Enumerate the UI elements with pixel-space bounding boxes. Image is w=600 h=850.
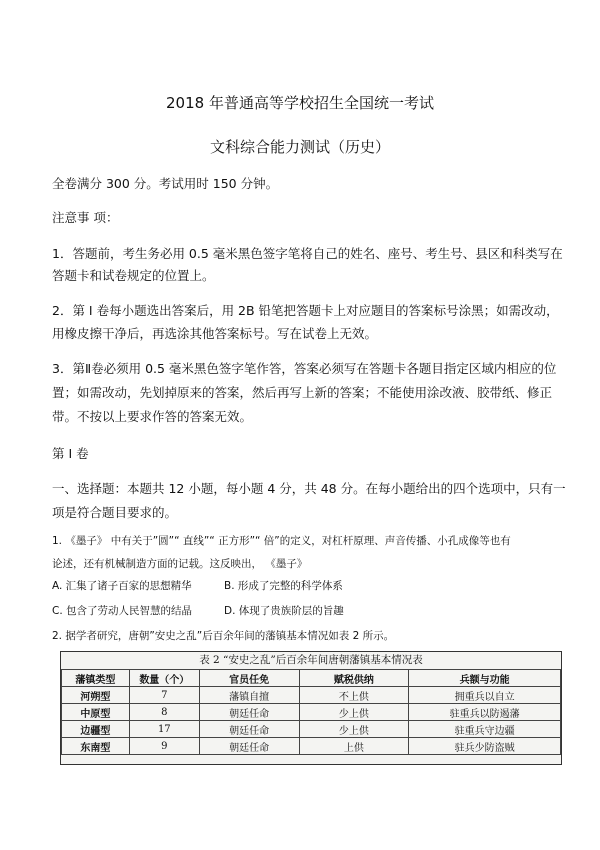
table-cell: 不上供 xyxy=(299,687,409,704)
table-cell: 17 xyxy=(129,721,199,738)
table-cell: 朝廷任命 xyxy=(199,704,299,721)
question-1-option-b: B. 形成了完整的科学体系 xyxy=(224,580,343,592)
table-header-row xyxy=(62,670,561,687)
section-1-line-2: 项是符合题目要求的。 xyxy=(52,505,178,520)
header-cell: 藩镇类型 xyxy=(62,670,130,687)
table-cell: 中原型 xyxy=(62,704,130,721)
table-cell: 7 xyxy=(129,687,199,704)
table-cell: 藩镇自擅 xyxy=(199,687,299,704)
question-1-line-1: 1. 《墨子》 中有关于”圆”“ 直线”“ 正方形”“ 倍”的定义，对杠杆原理、声音传播、小孔成像等也有 xyxy=(52,535,511,547)
note-3-line-2: 置；如需改动，先划掉原来的答案，然后再写上新的答案；不能使用涂改液、胶带纸、修正 xyxy=(52,385,553,400)
table-cell: 8 xyxy=(129,704,199,721)
table-cell: 朝廷任命 xyxy=(199,738,299,755)
table-row xyxy=(62,738,561,755)
table-row xyxy=(62,704,561,721)
table-caption: 表 2 “安史之乱”后百余年间唐朝藩镇基本情况表 xyxy=(199,654,423,666)
header-cell: 兵额与功能 xyxy=(409,670,561,687)
table-cell: 朝廷任命 xyxy=(199,721,299,738)
table-cell: 9 xyxy=(129,738,199,755)
header-cell: 数量（个） xyxy=(129,670,199,687)
table-cell: 少上供 xyxy=(299,704,409,721)
notice-heading: 注意事 项： xyxy=(52,210,119,225)
score-line: 全卷满分 300 分。考试用时 150 分钟。 xyxy=(52,176,279,191)
table-cell: 河朔型 xyxy=(62,687,130,704)
table-2 xyxy=(60,651,562,765)
volume-1-heading: 第 I 卷 xyxy=(52,446,89,461)
note-3-line-3: 带。不按以上要求作答的答案无效。 xyxy=(52,409,253,424)
note-2-line-2: 用橡皮擦干净后，再选涂其他答案标号。写在试卷上无效。 xyxy=(52,326,378,341)
note-1-line-1: 1．答题前，考生务必用 0.5 毫米黑色签字笔将自己的姓名、座号、考生号、县区和科类写在 xyxy=(52,246,563,261)
exam-subtitle: 文科综合能力测试（历史） xyxy=(209,138,390,156)
note-3-line-1: 3．第Ⅱ卷必须用 0.5 毫米黑色签字笔作答，答案必须写在答题卡各题目指定区域内相应的位 xyxy=(52,361,557,376)
table-row xyxy=(62,721,561,738)
question-1-option-a: A. 汇集了诸子百家的思想精华 xyxy=(52,580,192,592)
table-cell: 驻兵少防盗贼 xyxy=(409,738,561,755)
question-1-option-c: C. 包含了劳动人民智慧的结晶 xyxy=(52,605,193,617)
question-1-option-d: D. 体现了贵族阶层的旨趣 xyxy=(224,605,344,617)
table-cell: 东南型 xyxy=(62,738,130,755)
exam-title: 2018 年普通高等学校招生全国统一考试 xyxy=(166,94,434,112)
table-row xyxy=(62,687,561,704)
table-cell: 驻重兵以防遏藩 xyxy=(409,704,561,721)
header-cell: 赋税供纳 xyxy=(299,670,409,687)
note-1-line-2: 答题卡和试卷规定的位置上。 xyxy=(52,268,215,283)
table-cell: 拥重兵以自立 xyxy=(409,687,561,704)
table-cell: 上供 xyxy=(299,738,409,755)
question-2-line-1: 2. 据学者研究，唐朝”安史之乱”后百余年间的藩镇基本情况如表 2 所示。 xyxy=(52,630,395,642)
table-cell: 少上供 xyxy=(299,721,409,738)
table-cell: 边疆型 xyxy=(62,721,130,738)
table-2-grid xyxy=(61,669,561,755)
question-1-line-2: 论述，还有机械制造方面的记载。这反映出， 《墨子》 xyxy=(52,558,308,570)
section-1-line-1: 一、选择题：本题共 12 小题，每小题 4 分，共 48 分。在每小题给出的四个选项中，只有一 xyxy=(52,481,566,496)
note-2-line-1: 2．第 I 卷每小题选出答案后，用 2B 铅笔把答题卡上对应题目的答案标号涂黑；如需改动， xyxy=(52,303,559,318)
header-cell: 官员任免 xyxy=(199,670,299,687)
table-cell: 驻重兵守边疆 xyxy=(409,721,561,738)
